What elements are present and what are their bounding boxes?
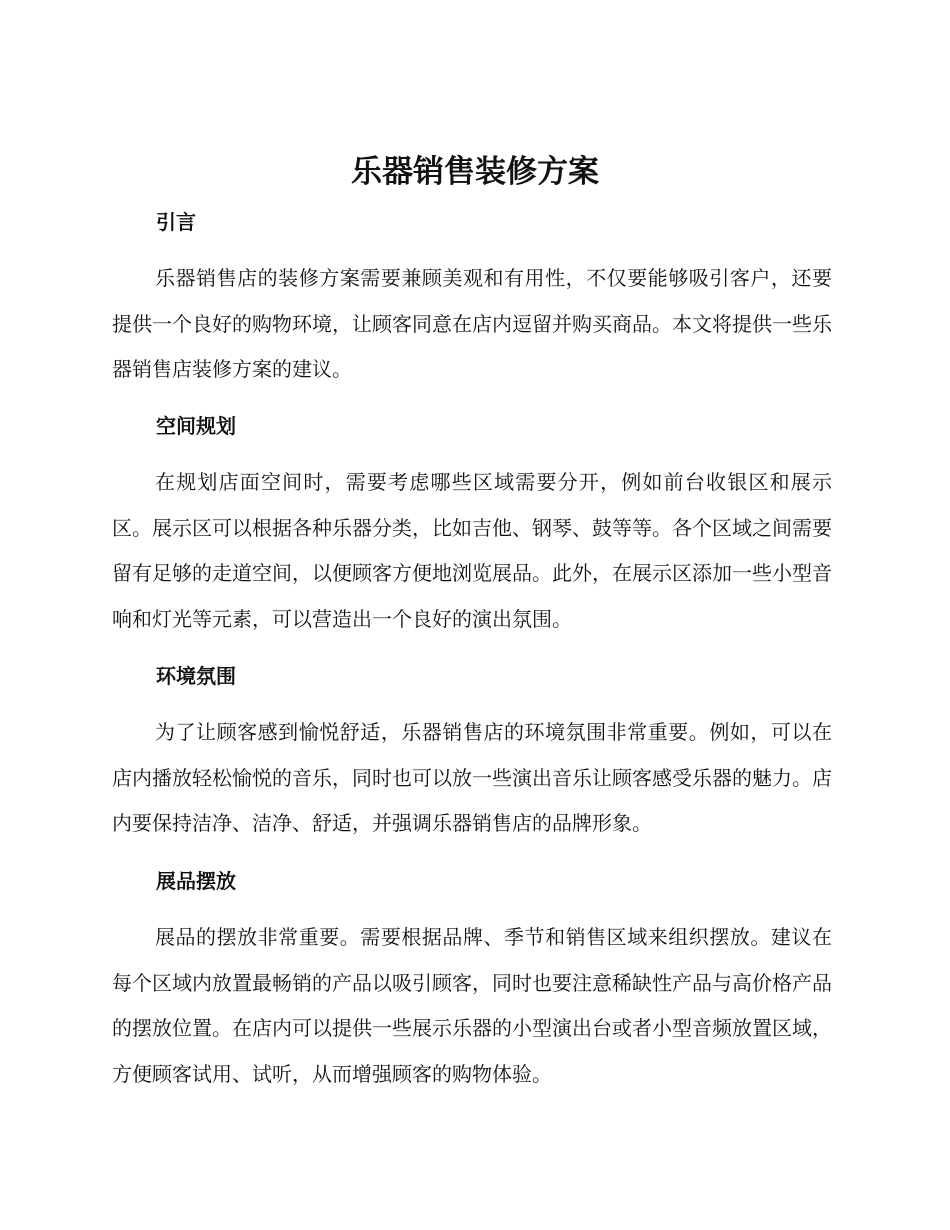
section-heading-ambience: 环境氛围	[156, 664, 236, 688]
section-paragraph-space-planning: 在规划店面空间时，需要考虑哪些区域需要分开，例如前台收银区和展示区。展示区可以根据各种乐器分类，比如吉他、钢琴、鼓等等。各个区域之间需要留有足够的走道空间，以便顾客方便地浏览展品。此外，在展示区添加一些小型音响和灯光等元素，可以营造出一个良好的演出氛围。	[112, 470, 832, 631]
section-heading-introduction: 引言	[156, 210, 196, 234]
section-paragraph-introduction: 乐器销售店的装修方案需要兼顾美观和有用性，不仅要能够吸引客户，还要提供一个良好的购物环境，让顾客同意在店内逗留并购买商品。本文将提供一些乐器销售店装修方案的建议。	[112, 266, 832, 381]
section-paragraph-product-display: 展品的摆放非常重要。需要根据品牌、季节和销售区域来组织摆放。建议在每个区域内放置最畅销的产品以吸引顾客，同时也要注意稀缺性产品与高价格产品的摆放位置。在店内可以提供一些展示乐器的小型演出台或者小型音频放置区域，方便顾客试用、试听，从而增强顾客的购物体验。	[112, 925, 832, 1086]
section-paragraph-ambience: 为了让顾客感到愉悦舒适，乐器销售店的环境氛围非常重要。例如，可以在店内播放轻松愉悦的音乐，同时也可以放一些演出音乐让顾客感受乐器的魅力。店内要保持洁净、洁净、舒适，并强调乐器销售店的品牌形象。	[112, 720, 832, 835]
section-heading-space-planning: 空间规划	[156, 414, 236, 438]
document-title: 乐器销售装修方案	[351, 154, 599, 190]
section-heading-product-display: 展品摆放	[156, 869, 236, 893]
